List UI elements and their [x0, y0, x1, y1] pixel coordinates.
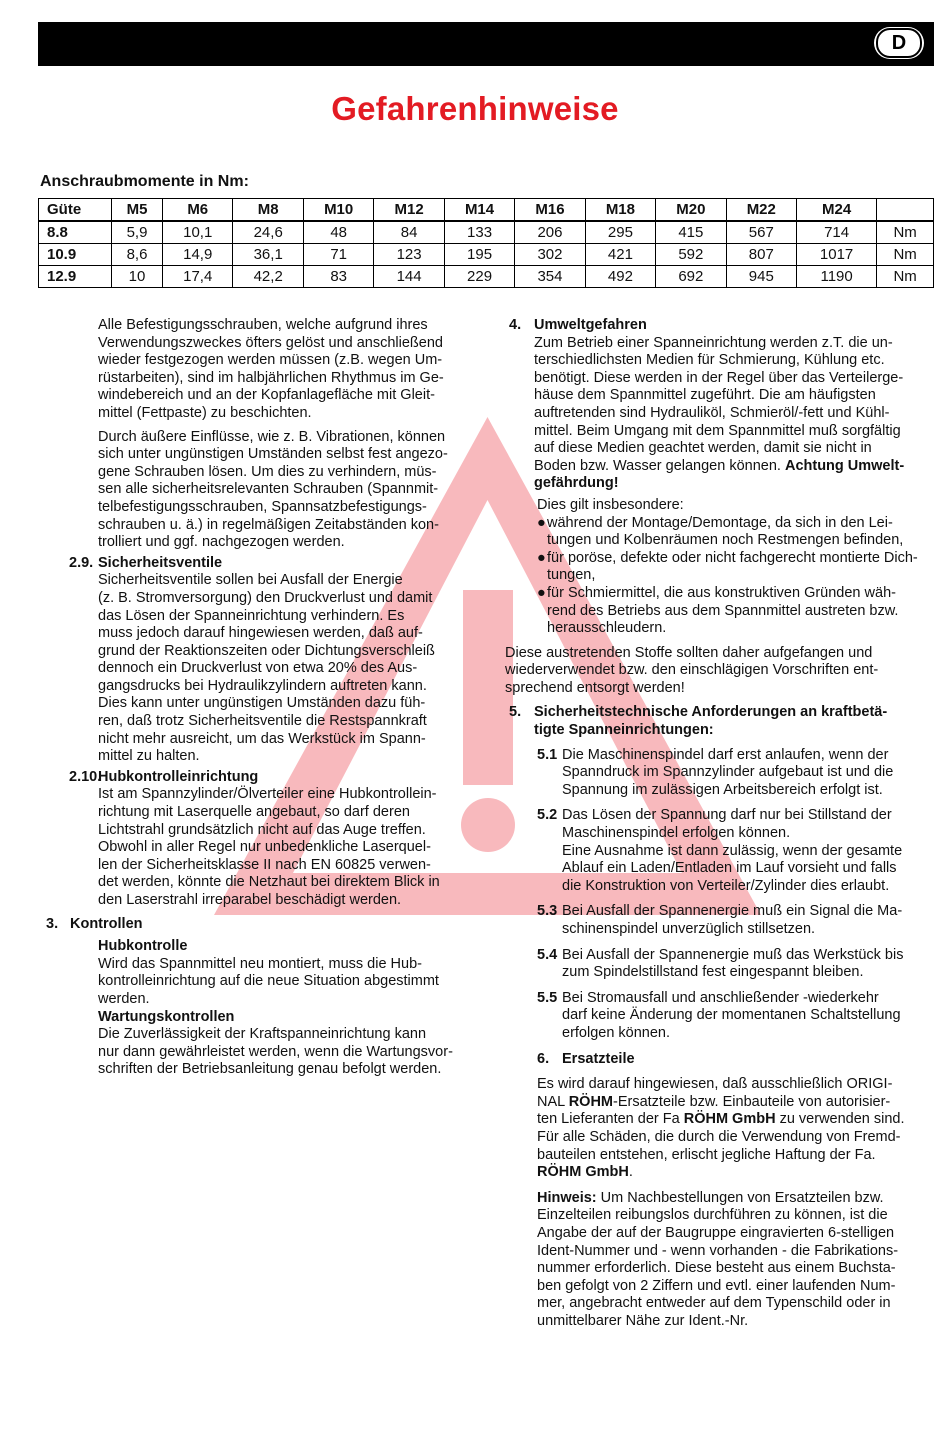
table-cell: 195 [444, 244, 514, 266]
table-cell: 302 [515, 244, 585, 266]
table-header-cell: M24 [797, 199, 877, 222]
section-heading-4: 4. Umweltgefahren [509, 317, 647, 333]
table-cell: 295 [585, 221, 655, 244]
table-cell: 144 [374, 266, 444, 288]
list-item: 5.1 Die Maschinenspindel darf erst anlaufen, wenn der Spanndruck im Spannzylinder aufgebaut ist und die Spannung im zulässigen Arbeitsbereich erfolgt ist. [537, 746, 894, 798]
right-column [505, 317, 935, 1330]
table-header-cell: M6 [163, 199, 233, 222]
table-cell: 229 [444, 266, 514, 288]
section-heading-3: 3. Kontrollen [46, 915, 143, 932]
section-text-6: Es wird darauf hingewiesen, daß ausschließlich ORIGI- NAL RÖHM-Ersatzteile bzw. Einbauteile von autorisier- ten Lieferanten der Fa RÖHM GmbH zu verwenden sind. Für alle Schäden, die durch die Verwendung von Fremd- bauteilen entstehen, erlischt jegliche Haftung der Fa. RÖHM GmbH. [537, 1076, 905, 1181]
section-heading-5: 5. Sicherheitstechnische Anforderungen an kraftbetä- tigte Spanneinrichtungen: [509, 704, 888, 739]
table-cell: Nm [877, 266, 934, 288]
section-text-2-10: Ist am Spannzylinder/Ölverteiler eine Hubkontrollein- richtung mit Laserquelle angebaut, so darf deren Lichtstrahl grundsätzlich nicht auf das Auge treffen. Obwohl in aller Regel nur unbedenkliche Laserquel- len der Sicherheitsklasse II nach EN 60825 verwen- det werden, könnte die Netzhaut bei direktem Blick in den Laserstrahl irreparabel beschädigt werden. [98, 786, 440, 908]
language-badge: D [874, 27, 924, 59]
table-cell: 24,6 [233, 221, 303, 244]
paragraph-screw-check: Durch äußere Einflüsse, wie z. B. Vibrationen, können sich unter ungünstigen Umständen selbst fest angezo- gene Schrauben lösen. Um dies zu verhindern, müs- sen alle sicherheitsrelevanten Schrauben (Spannmit- telbefestigungsschrauben, Spannsatzbefestigungs- schrauben u. ä.) in regelmäßigen Zeitabständen kon- trolliert und ggf. nachgezogen werden. [98, 428, 448, 551]
table-header-cell: Güte [39, 199, 112, 222]
section-heading-6: 6. Ersatzteile [537, 1050, 635, 1067]
table-cell: 5,9 [112, 221, 163, 244]
table-cell: 807 [726, 244, 796, 266]
table-header-cell [877, 199, 934, 222]
table-cell: 692 [656, 266, 726, 288]
table-row [39, 244, 934, 266]
section-hubkontrolle: Hubkontrolle Wird das Spannmittel neu montiert, muss die Hub- kontrolleinrichtung auf die neue Situation abgestimmt werden. Wartungskontrollen Die Zuverlässigkeit der Kraftspanneinrichtung kann nur dann gewährleistet werden, wenn die Wartungsvor- schriften der Betriebsanleitung genau befolgt werden. [98, 938, 453, 1078]
table-header-cell: M8 [233, 199, 303, 222]
table-cell: 14,9 [163, 244, 233, 266]
table-cell: 492 [585, 266, 655, 288]
table-cell: Nm [877, 221, 934, 244]
table-cell: 206 [515, 221, 585, 244]
table-cell: 36,1 [233, 244, 303, 266]
list-item: 5.2 Das Lösen der Spannung darf nur bei Stillstand der Maschinenspindel erfolgen können. Eine Ausnahme ist dann zulässig, wenn der gesamte Ablauf ein Laden/Entladen im Lauf vorsieht und falls die Konstruktion von Verteiler/Zylinder dies erlaubt. [537, 807, 903, 894]
table-cell: 12.9 [39, 266, 112, 288]
table-cell: 945 [726, 266, 796, 288]
header-bar [38, 22, 934, 66]
table-cell: Nm [877, 244, 934, 266]
table-cell: 10.9 [39, 244, 112, 266]
table-cell: 17,4 [163, 266, 233, 288]
torque-table-title: Anschraubmomente in Nm: [40, 173, 249, 190]
table-cell: 42,2 [233, 266, 303, 288]
table-header-cell: M12 [374, 199, 444, 222]
list-item: 5.5 Bei Stromausfall und anschließender -wiederkehr darf keine Änderung der momentanen Schaltstellung erfolgen können. [537, 989, 901, 1041]
table-header-cell: M10 [303, 199, 373, 222]
table-header-cell: M5 [112, 199, 163, 222]
table-header-cell: M20 [656, 199, 726, 222]
table-cell: 48 [303, 221, 373, 244]
table-cell: 84 [374, 221, 444, 244]
list-item: ● für Schmiermittel, die aus konstruktiven Gründen wäh- rend des Betriebs aus dem Spannmittel austreten bzw. herausschleudern. [537, 584, 899, 637]
table-cell: 1190 [797, 266, 877, 288]
hinweis-note: Hinweis: Um Nachbestellungen von Ersatzteilen bzw. Einzelteilen reibungslos durchführen zu können, ist die Angabe der auf der Baugruppe eingravierten 6-stelligen Ident-Nummer und - wenn vorhanden - die Fabrikations- nummer erforderlich. Diese besteht aus einem Buchsta- ben gefolgt von 2 Ziffern und evtl. einer laufenden Num- mer, angebracht entweder auf dem Typenschild oder in unmittelbarer Nähe zur Ident.-Nr. [537, 1189, 899, 1329]
table-header-row [39, 199, 934, 222]
bullet-list: Dies gilt insbesondere: ● während der Montage/Demontage, da sich in den Lei- tungen und Kolbenräumen noch Restmengen befinden, ● für poröse, defekte oder nicht fachgerecht montierte Dich- tungen, ● für Schmiermittel, die aus konstruktiven Gründen wäh- rend des Betriebs aus dem Spannmittel austreten bzw. herausschleudern. [505, 497, 935, 638]
section-heading-2-9: 2.9. Sicherheitsventile [69, 554, 223, 571]
table-cell: 714 [797, 221, 877, 244]
table-cell: 592 [656, 244, 726, 266]
table-cell: 354 [515, 266, 585, 288]
table-header-cell: M16 [515, 199, 585, 222]
section-text-4: Zum Betrieb einer Spanneinrichtung werden z.T. die un- terschiedlichsten Medien für Schmierung, Kühlung etc. benötigt. Diese werden in der Regel über das Verteilerge- häuse dem Spannmittel zugeführt. Die am häufigsten auftretenden sind Hydrauliköl, Schmieröl/-fett und Kühl- mittel. Beim Umgang mit dem Spannmittel muß sorgfältig auf diese Medien geachtet werden, damit sie nicht in Boden bzw. Wasser gelangen können. Achtung Umwelt- gefährdung! [534, 334, 905, 492]
section-heading-2-10: 2.10. Hubkontrolleinrichtung [69, 768, 259, 785]
table-cell: 421 [585, 244, 655, 266]
table-header-cell: M18 [585, 199, 655, 222]
list-item: ● für poröse, defekte oder nicht fachgerecht montierte Dich- tungen, [537, 549, 918, 584]
table-cell: 71 [303, 244, 373, 266]
table-cell: 8.8 [39, 221, 112, 244]
table-cell: 83 [303, 266, 373, 288]
table-cell: 8,6 [112, 244, 163, 266]
list-item: 5.4 Bei Ausfall der Spannenergie muß das Werkstück bis zum Spindelstillstand fest eingespannt bleiben. [537, 946, 904, 981]
paragraph-disposal: Diese austretenden Stoffe sollten daher aufgefangen und wiederverwendet bzw. den einschlägigen Vorschriften ent- sprechend entsorgt werden! [505, 644, 879, 696]
table-cell: 123 [374, 244, 444, 266]
table-cell: 1017 [797, 244, 877, 266]
table-cell: 567 [726, 221, 796, 244]
table-row [39, 221, 934, 244]
table-cell: 10,1 [163, 221, 233, 244]
table-cell: 415 [656, 221, 726, 244]
table-cell: 133 [444, 221, 514, 244]
section-text-2-9: Sicherheitsventile sollen bei Ausfall der Energie (z. B. Stromversorgung) den Druckverlust und damit das Lösen der Spanneinrichtung verhindern. Es muss jedoch darauf hingewiesen werden, daß auf- grund der Reaktionszeiten oder Dichtungsverschleiß dennoch ein Druckverlust von etwa 20% des Aus- gangsdrucks bei Hydraulikzylindern auftreten kann. Dies kann unter ungünstigen Umständen dazu füh- ren, daß trotz Sicherheitsventile die Restspannkraft nicht mehr ausreicht, um das Werkstück im Spann- mittel zu halten. [98, 572, 435, 765]
table-row [39, 266, 934, 288]
page-title: Gefahrenhinweise [331, 90, 619, 127]
table-cell: 10 [112, 266, 163, 288]
list-item: 5.3 Bei Ausfall der Spannenergie muß ein Signal die Ma- schinenspindel unverzüglich stillsetzen. [537, 903, 903, 937]
list-item: ● während der Montage/Demontage, da sich in den Lei- tungen und Kolbenräumen noch Restmengen befinden, [537, 514, 904, 549]
table-header-cell: M14 [444, 199, 514, 222]
paragraph-screw-coating: Alle Befestigungsschrauben, welche aufgrund ihres Verwendungszweckes öfters gelöst und anschließend wieder festgezogen werden müssen (z.B. wegen Um- rüstarbeiten), sind im halbjährlichen Rhythmus im Ge- windebereich und an der Kopfanlagefläche mit Gleit- mittel (Fettpaste) zu beschichten. [98, 317, 444, 421]
torque-table [38, 198, 934, 288]
section-5-list [505, 747, 935, 1331]
left-column [40, 317, 472, 1079]
table-header-cell: M22 [726, 199, 796, 222]
